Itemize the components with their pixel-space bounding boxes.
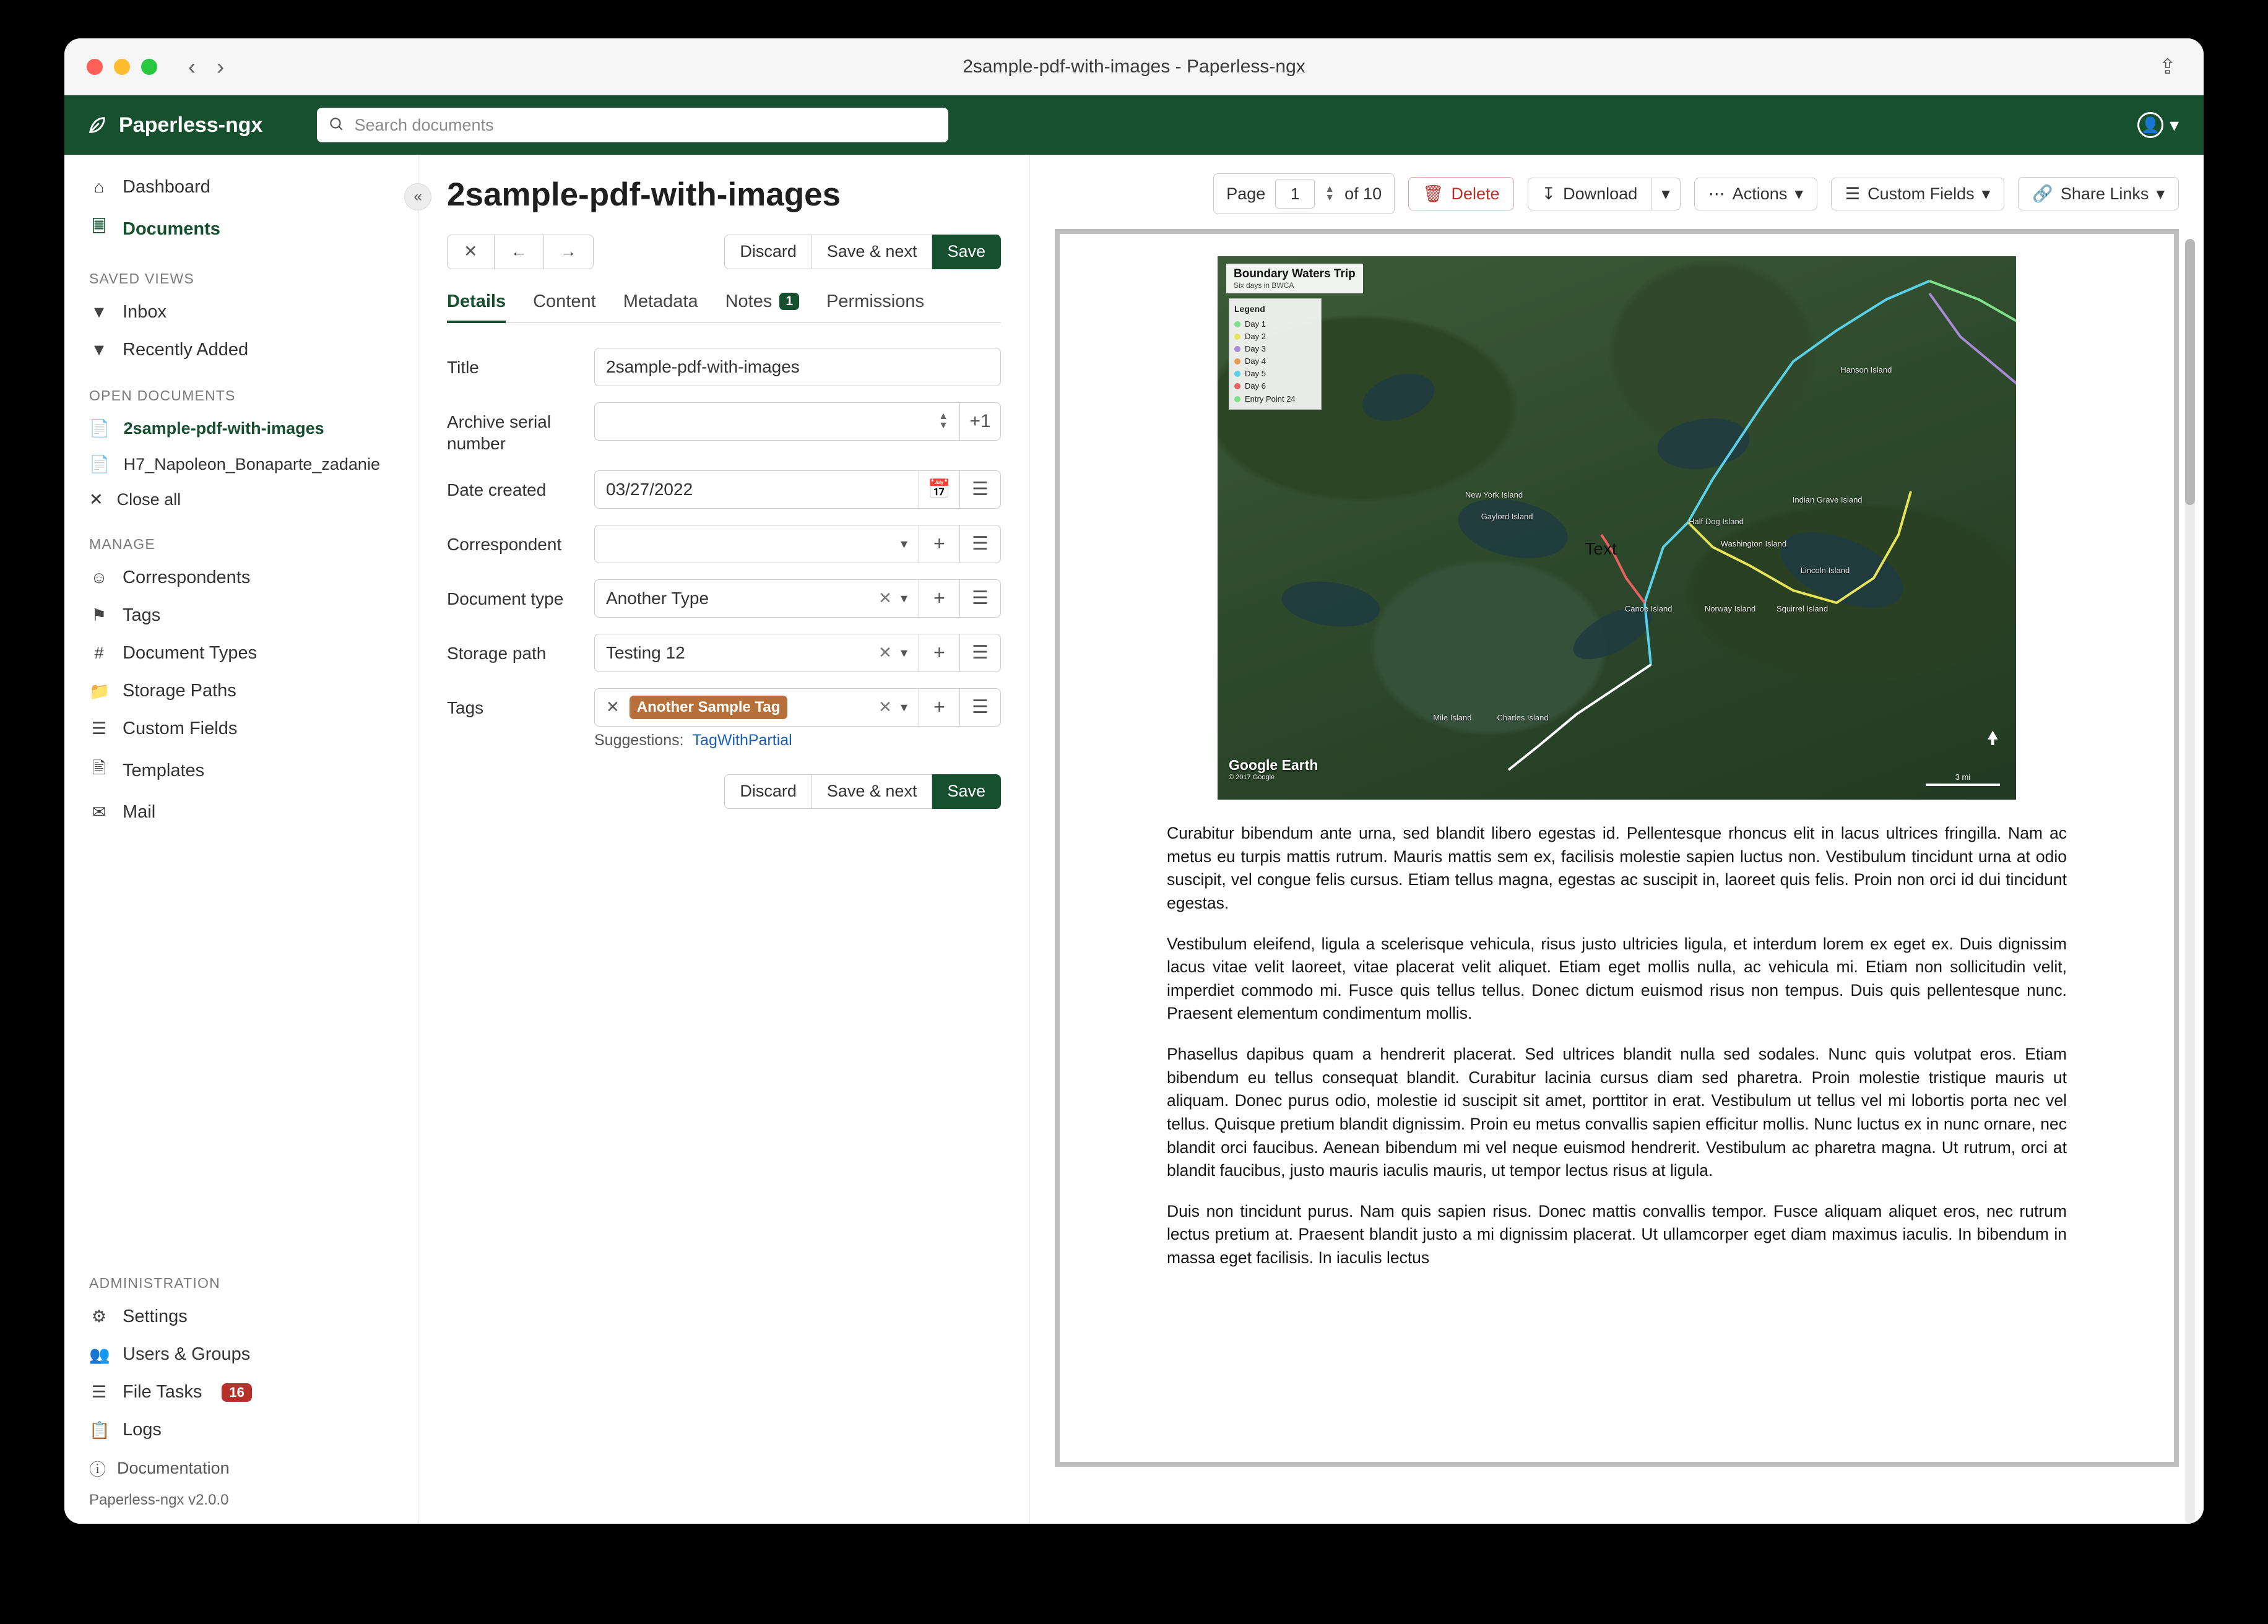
correspondent-label: Correspondent [447, 534, 562, 554]
sidebar-open-document-2[interactable] [64, 446, 418, 482]
sidebar-item-file-tasks[interactable] [89, 1373, 393, 1411]
trash-icon: 🗑 [1422, 184, 1444, 203]
folder-icon: 📁 [89, 681, 110, 701]
sidebar-item-label: File Tasks [123, 1382, 202, 1402]
close-all-label: Close all [116, 490, 181, 509]
clear-storage-path-icon[interactable]: ✕ [878, 643, 892, 662]
sidebar-item-inbox[interactable] [64, 293, 418, 331]
chevron-down-icon[interactable]: ▾ [2169, 114, 2179, 136]
page-total-label: of 10 [1344, 184, 1382, 203]
search-input[interactable] [353, 115, 937, 136]
add-document-type-button[interactable]: + [919, 579, 960, 618]
next-document-button[interactable]: → [544, 235, 594, 269]
sliders-icon: ☰ [1845, 184, 1861, 203]
field-row-title [447, 348, 1001, 386]
sidebar-item-tags[interactable] [64, 597, 418, 634]
documentation-label: Documentation [117, 1459, 230, 1477]
legend-label: Day 6 [1245, 381, 1266, 391]
edit-toolbar [447, 235, 1001, 269]
share-icon[interactable]: ⇪ [2158, 54, 2176, 79]
sidebar-section-administration: ADMINISTRATION [89, 1275, 220, 1291]
brand-label: Paperless-ngx [119, 113, 263, 137]
scale-label: 3 mi [1955, 772, 1971, 782]
clear-document-type-icon[interactable]: ✕ [878, 589, 892, 608]
envelope-icon: ✉ [92, 803, 106, 821]
pdf-paragraph: Vestibulum eleifend, ligula a scelerisque vehicula, risus justo ultricies ligula, et interdum lorem ex eget ex. Duis dignissim lacus vitae velit laoreet, vitae placerat velit aliquet. Etiam eget mollis nulla, ac vehicula mi. Etiam non sollicitudin velit, imperdiet commodo mi. Fusce quis tellus tellus. Donec dictum euismod risus non tempus. Duis quis pellentesque nunc. Praesent elementum condimentum mollis. [1167, 934, 2067, 1023]
pdf-paragraph: Phasellus dapibus quam a hendrerit placerat. Sed ultrices blandit nulla sed sodales. Nunc quis volutpat eros. Etiam bibendum eu tellus consequat blandit. Curabitur lacinia cursus diam sed pharetra. Proin molestie tristique mauris ut aliquam. Donec purus odio, molestie id suscipit sit amet, porttitor in erat. Vestibulum ut tellus vel mi lobortis porta nec vel tellus. Quisque pretium blandit dignissim. Proin eu metus convallis sapien efficitur mollis. Nunc luctus ex in nunc ornare, nec blandit orci faucibus. Aenean bibendum mi vel neque euismod hendrerit. Vestibulum ac pharetra magna. Ut rutrum, orci at blandit faucibus, justo mauris iaculis mauris, ut tempor lectus risus at ligula. [1167, 1045, 2067, 1180]
sidebar-item-correspondents[interactable] [64, 559, 418, 597]
save-and-next-button[interactable]: Save & next [812, 235, 933, 269]
share-links-label: Share Links [2060, 184, 2149, 203]
map-attribution [1229, 757, 1318, 781]
chevron-down-icon[interactable]: ▾ [900, 590, 907, 606]
asn-next-button[interactable]: +1 [960, 402, 1001, 441]
add-correspondent-button[interactable]: + [919, 525, 960, 563]
legend-label: Day 1 [1245, 319, 1266, 329]
ellipsis-icon: ⋯ [1708, 184, 1725, 203]
legend-row [1234, 355, 1316, 368]
share-links-button[interactable] [2018, 177, 2179, 210]
clipboard-icon: 📋 [89, 1420, 110, 1440]
app-header [64, 95, 2204, 155]
tab-label: Permissions [826, 291, 924, 311]
pdf-text-body [1156, 800, 2078, 1270]
chevron-down-icon: ▾ [1981, 184, 1991, 203]
document-type-label: Document type [447, 589, 564, 608]
title-label: Title [447, 357, 479, 377]
date-created-value: 03/27/2022 [606, 479, 693, 499]
map-label: Lincoln Island [1800, 566, 1850, 576]
map-legend [1229, 298, 1322, 410]
add-tag-button[interactable]: + [919, 688, 960, 727]
date-created-label: Date created [447, 480, 547, 499]
attribution-sub: © 2017 Google [1229, 774, 1275, 781]
file-tasks-badge: 16 [222, 1383, 251, 1402]
sidebar-item-label: Correspondents [123, 568, 251, 587]
field-row-document-type [447, 579, 1001, 618]
map-label: Canoe Island [1624, 603, 1673, 613]
edit-save-buttons-top[interactable] [724, 235, 1001, 269]
sidebar-item-dashboard[interactable] [64, 168, 418, 206]
gear-icon: ⚙ [91, 1307, 107, 1326]
app-window [64, 38, 2204, 1524]
account-circle-icon[interactable]: 👤 [2137, 112, 2163, 138]
sidebar-item-mail[interactable] [64, 793, 418, 831]
tab-details[interactable] [447, 292, 506, 322]
document-type-filter-icon[interactable]: ☰ [960, 579, 1001, 618]
file-text-icon: 🖹 [92, 759, 106, 777]
tab-notes[interactable] [725, 292, 799, 322]
map-label: Gaylord Island [1481, 511, 1533, 521]
tags-filter-icon[interactable]: ☰ [960, 688, 1001, 727]
tag-icon: ⚑ [91, 606, 107, 624]
download-label: Download [1563, 184, 1638, 203]
chevron-down-icon[interactable]: ▾ [900, 644, 907, 660]
map-subtitle-text: Six days in BWCA [1234, 281, 1294, 290]
sidebar-item-custom-fields[interactable] [64, 710, 418, 748]
storage-path-select[interactable] [594, 634, 919, 672]
sidebar-item-label: Recently Added [123, 340, 249, 360]
link-icon: 🔗 [2032, 184, 2053, 203]
download-button[interactable] [1528, 178, 1652, 210]
legend-label: Day 4 [1245, 356, 1266, 366]
search-box[interactable] [317, 108, 948, 142]
document-type-select[interactable] [594, 579, 919, 618]
sidebar-item-label: Custom Fields [123, 719, 238, 738]
stepper-down-icon[interactable]: ▼ [938, 420, 948, 431]
asn-stepper[interactable] [938, 412, 948, 430]
close-document-button[interactable]: ✕ [447, 235, 495, 269]
suggestions-label: Suggestions: [594, 731, 684, 749]
tab-content[interactable] [533, 292, 596, 322]
map-label: Squirrel Island [1777, 603, 1829, 613]
sidebar-item-recently-added[interactable] [64, 331, 418, 369]
actions-label: Actions [1732, 184, 1788, 203]
funnel-icon: ▼ [90, 303, 108, 321]
edit-nav-buttons[interactable] [447, 235, 594, 269]
maximize-window-button[interactable] [141, 59, 157, 75]
sidebar-item-label: Mail [123, 802, 156, 822]
sidebar-section-open-documents: OPEN DOCUMENTS [89, 387, 236, 404]
storage-path-label: Storage path [447, 643, 547, 663]
legend-title: Legend [1234, 304, 1265, 314]
tab-label: Notes [725, 291, 773, 311]
discard-button[interactable]: Discard [724, 235, 812, 269]
sidebar-close-all[interactable] [64, 482, 418, 517]
legend-row [1234, 330, 1316, 343]
custom-fields-label: Custom Fields [1868, 184, 1975, 203]
map-label: New York Island [1465, 490, 1523, 499]
field-row-storage-path [447, 634, 1001, 672]
pdf-paragraph: Curabitur bibendum ante urna, sed blandit libero egestas id. Pellentesque rhoncus elit in lacus ultrices fringilla. Nam ac metus eu turpis mattis rutrum. Mauris mattis sem ex, facilisis molestie sapien luctus non. Vestibulum tincidunt urna at odio suscipit, vel congue felis cursus. Etiam tellus magna, egestas ac suscipit in, laoreet quis felis. Proin non orci id dui tincidunt egestas. [1167, 824, 2067, 912]
previous-document-button[interactable]: ← [495, 235, 544, 269]
document-type-value: Another Type [606, 588, 709, 608]
viewer-toolbar [1055, 173, 2179, 214]
map-label: Hanson Island [1840, 365, 1892, 374]
tags-label: Tags [447, 698, 484, 717]
sidebar-item-label: Document Types [123, 643, 258, 663]
chevron-down-icon: ▾ [2156, 184, 2165, 203]
sidebar-item-label: Storage Paths [123, 681, 236, 701]
legend-label: Day 2 [1245, 331, 1266, 341]
sidebar-item-users-groups[interactable] [89, 1336, 393, 1373]
route-overlay [1218, 256, 2016, 800]
add-storage-path-button[interactable]: + [919, 634, 960, 672]
sidebar-item-document-types[interactable] [64, 634, 418, 672]
tab-label: Content [533, 291, 596, 311]
map-label: Mile Island [1433, 712, 1472, 722]
stepper-up-icon[interactable]: ▲ [938, 411, 948, 422]
map-image [1218, 256, 2016, 800]
sidebar-open-document-label: 2sample-pdf-with-images [123, 418, 324, 438]
field-row-tags [447, 688, 1001, 727]
correspondent-select[interactable] [594, 525, 919, 563]
page-stepper[interactable] [1325, 185, 1335, 203]
date-filter-icon[interactable]: ☰ [960, 470, 1001, 509]
field-row-archive-serial-number [447, 402, 1001, 454]
asn-input[interactable] [594, 402, 960, 441]
window-titlebar [64, 38, 2204, 95]
pdf-frame[interactable] [1055, 229, 2179, 1467]
tab-permissions[interactable] [826, 292, 924, 322]
map-label: Charles Island [1497, 712, 1549, 722]
sidebar-item-label: Logs [123, 1420, 162, 1440]
map-label: Half Dog Island [1689, 517, 1744, 527]
sidebar-open-document-1[interactable] [64, 410, 418, 446]
sidebar [64, 155, 422, 1524]
tab-metadata[interactable] [623, 292, 698, 322]
funnel-icon: ▼ [90, 340, 108, 359]
sidebar-item-label: Tags [123, 605, 161, 625]
sliders-icon: ☰ [91, 719, 107, 738]
sidebar-item-label: Dashboard [123, 177, 210, 197]
correspondent-filter-icon[interactable]: ☰ [960, 525, 1001, 563]
download-split-button[interactable] [1528, 178, 1681, 210]
legend-label: Day 3 [1245, 343, 1266, 353]
sidebar-section-manage: MANAGE [89, 536, 155, 552]
home-icon: ⌂ [93, 178, 105, 196]
pdf-paragraph: Duis non tincidunt purus. Nam quis sapien risus. Donec mattis convallis tempor. Fusce aliquam aliquet eros, nec rutrum lectus pretium at. Praesent blandit justo a mi dignissim placerat. Ut ullamcorper eget diam maximus iaculis. In bibendum in massa eget facilisis. In iaculis lectus [1167, 1201, 2067, 1267]
storage-path-value: Testing 12 [606, 642, 685, 662]
tab-label: Details [447, 291, 506, 311]
save-button-bottom[interactable]: Save [932, 774, 1001, 809]
sidebar-item-settings[interactable] [89, 1298, 393, 1336]
edit-save-buttons-bottom [447, 774, 1001, 809]
map-label: Norway Island [1704, 603, 1756, 613]
app-brand[interactable] [87, 113, 262, 137]
legend-label: Day 5 [1245, 369, 1266, 379]
legend-row [1234, 368, 1316, 380]
back-icon[interactable]: ‹ [188, 53, 196, 79]
chevron-down-icon: ▾ [1794, 184, 1803, 203]
remove-tag-icon[interactable]: ✕ [606, 698, 620, 717]
pdf-page [1156, 256, 2078, 1270]
delete-label: Delete [1451, 184, 1500, 203]
hash-icon: # [94, 644, 104, 662]
info-icon: ⓘ [89, 1461, 106, 1479]
legend-row [1234, 318, 1316, 330]
tags-select[interactable] [594, 688, 919, 727]
forward-icon[interactable]: › [217, 53, 224, 79]
page-title: 2sample-pdf-with-images [447, 176, 841, 213]
download-dropdown-toggle[interactable]: ▾ [1651, 178, 1681, 210]
window-controls[interactable] [87, 59, 157, 75]
sidebar-item-logs[interactable] [89, 1411, 393, 1449]
sidebar-item-label: Settings [123, 1307, 188, 1326]
notes-count-badge: 1 [779, 293, 799, 310]
storage-path-filter-icon[interactable]: ☰ [960, 634, 1001, 672]
close-window-button[interactable] [87, 59, 103, 75]
window-title: 2sample-pdf-with-images - Paperless-ngx [963, 56, 1305, 77]
legend-row [1234, 380, 1316, 392]
stepper-up-icon[interactable]: ▲ [1325, 183, 1335, 194]
edit-save-group-bottom[interactable] [724, 774, 1001, 809]
actions-button[interactable] [1694, 178, 1817, 210]
list-icon: ☰ [91, 1383, 107, 1401]
date-created-input[interactable] [594, 470, 919, 509]
people-icon: 👥 [89, 1345, 110, 1364]
delete-button[interactable] [1408, 177, 1513, 210]
north-arrow-icon: 🠝 [1986, 728, 1999, 749]
document-viewer [1030, 155, 2204, 1524]
map-label: Indian Grave Island [1792, 495, 1863, 505]
account-menu[interactable] [2137, 112, 2179, 138]
suggestion-tagwithpartial[interactable]: TagWithPartial [692, 731, 792, 749]
title-input[interactable] [594, 348, 1001, 386]
chevron-down-icon[interactable]: ▾ [900, 535, 907, 551]
tag-chip[interactable]: Another Sample Tag [630, 696, 788, 719]
save-and-next-button-bottom[interactable]: Save & next [812, 774, 933, 809]
legend-row [1234, 393, 1316, 405]
attribution-text: Google Earth [1229, 757, 1318, 773]
field-row-correspondent [447, 525, 1001, 563]
sidebar-item-documentation[interactable] [89, 1449, 393, 1488]
field-row-date-created [447, 470, 1001, 509]
clear-tags-icon[interactable]: ✕ [878, 698, 892, 717]
chevron-down-icon[interactable]: ▾ [900, 699, 907, 715]
download-icon: ↧ [1541, 184, 1556, 203]
sidebar-item-storage-paths[interactable] [64, 672, 418, 710]
calendar-icon[interactable]: 📅 [919, 470, 960, 509]
app-body [64, 155, 2204, 1524]
tag-suggestions [594, 732, 1001, 749]
person-icon: ☺ [90, 568, 108, 587]
document-icon: 🗏 [92, 217, 106, 236]
page-label: Page [1226, 184, 1266, 203]
discard-button-bottom[interactable]: Discard [724, 774, 812, 809]
search-icon [328, 116, 344, 135]
minimize-window-button[interactable] [114, 59, 130, 75]
edit-tabs [447, 292, 1001, 323]
page-number-input[interactable]: 1 [1275, 179, 1315, 209]
sidebar-item-label: Templates [123, 760, 205, 780]
document-edit-pane [418, 155, 1030, 1524]
title-value: 2sample-pdf-with-images [606, 356, 800, 376]
save-button[interactable]: Save [932, 235, 1001, 269]
sidebar-item-label: Users & Groups [123, 1344, 251, 1364]
sidebar-item-label: Inbox [123, 302, 167, 322]
asn-label: Archive serial number [447, 412, 552, 453]
map-title-text: Boundary Waters Trip [1234, 267, 1356, 280]
sidebar-item-label: Documents [123, 218, 220, 239]
legend-row [1234, 343, 1316, 355]
file-icon: 📄 [89, 455, 110, 473]
browser-nav[interactable] [188, 53, 224, 79]
legend-label: Entry Point 24 [1245, 394, 1296, 404]
sidebar-item-documents[interactable] [64, 206, 418, 252]
file-icon: 📄 [89, 419, 110, 438]
custom-fields-button[interactable] [1831, 178, 2004, 210]
stepper-down-icon[interactable]: ▼ [1325, 192, 1335, 203]
app-version: Paperless-ngx v2.0.0 [89, 1492, 229, 1508]
map-title [1226, 264, 1363, 293]
sidebar-collapse-button[interactable]: « [404, 183, 431, 210]
sidebar-open-document-label: H7_Napoleon_Bonaparte_zadanie [123, 454, 380, 473]
viewer-scrollbar[interactable] [2185, 239, 2195, 1524]
map-overlay-text: Text [1585, 538, 1617, 558]
sidebar-item-templates[interactable] [64, 748, 418, 793]
map-label: Washington Island [1720, 538, 1787, 548]
close-icon: ✕ [89, 490, 103, 509]
sidebar-section-saved-views: SAVED VIEWS [89, 270, 194, 287]
sidebar-footer [64, 1256, 418, 1524]
leaf-icon [87, 114, 108, 136]
viewer-scrollbar-thumb[interactable] [2185, 239, 2195, 505]
tab-label: Metadata [623, 291, 698, 311]
page-selector[interactable] [1213, 173, 1395, 214]
map-scalebar [1926, 772, 2000, 786]
